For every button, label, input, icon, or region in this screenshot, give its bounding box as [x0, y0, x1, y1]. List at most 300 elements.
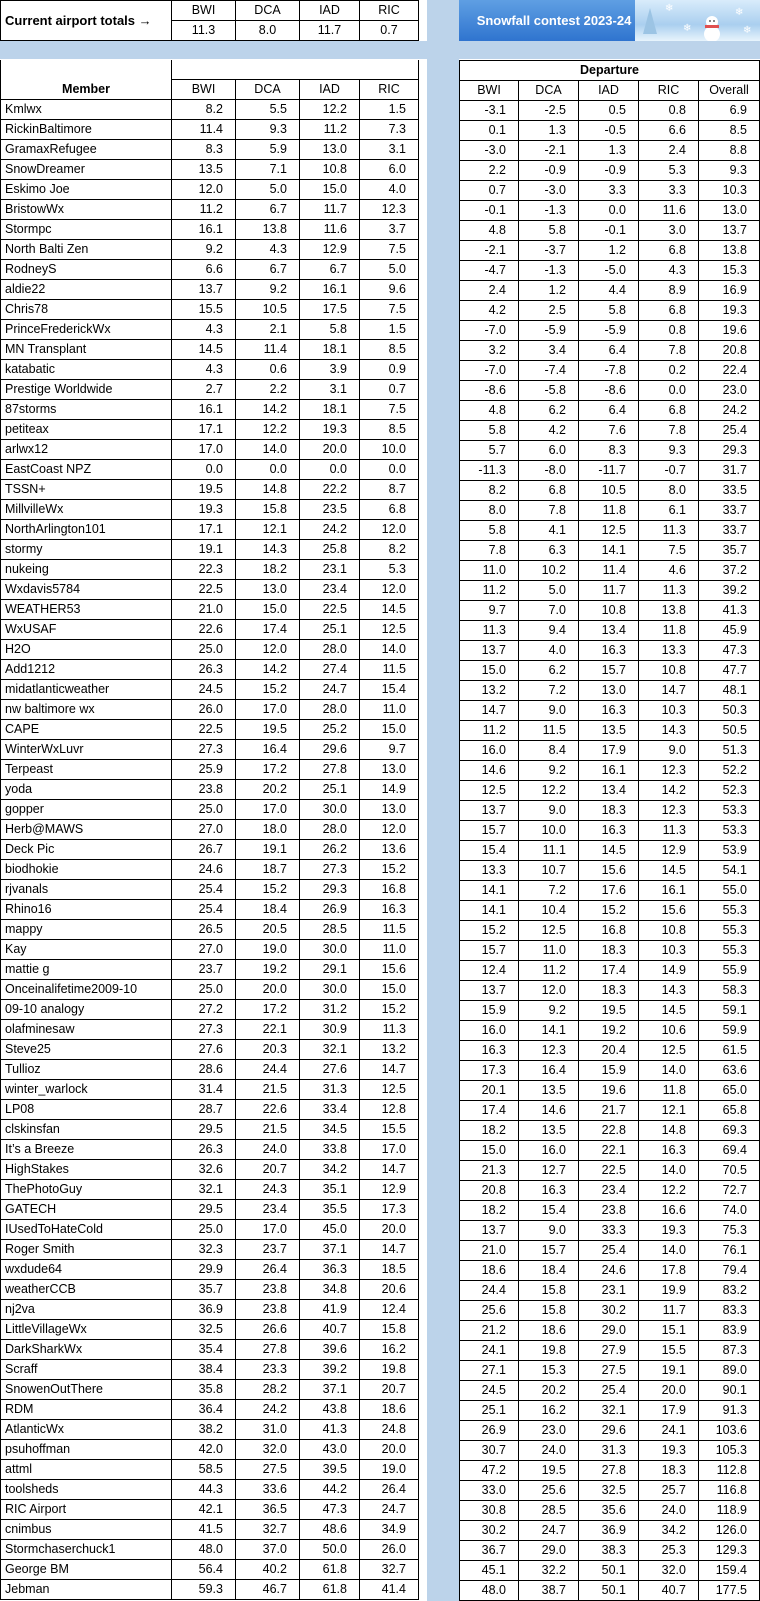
forecast-value: 25.0	[172, 1220, 236, 1240]
forecast-value: 13.0	[236, 580, 300, 600]
forecast-value: 15.8	[236, 500, 300, 520]
forecast-value: 4.3	[172, 360, 236, 380]
forecast-value: 11.6	[300, 220, 360, 240]
member-name: SnowDreamer	[1, 160, 172, 180]
forecast-value: 22.3	[172, 560, 236, 580]
table-row	[1, 960, 419, 980]
departure-value: 3.4	[519, 341, 579, 361]
departure-value: -7.0	[460, 361, 519, 381]
member-name: attml	[1, 1460, 172, 1480]
forecast-value: 40.2	[236, 1560, 300, 1580]
departure-value: 16.3	[579, 821, 639, 841]
forecast-value: 48.0	[172, 1540, 236, 1560]
departure-value: -8.0	[519, 461, 579, 481]
departure-value: 36.7	[460, 1541, 519, 1561]
departure-value: 9.2	[519, 1001, 579, 1021]
forecast-value: 32.3	[172, 1240, 236, 1260]
table-row	[460, 121, 760, 141]
departure-value: -7.8	[579, 361, 639, 381]
departure-value: 5.8	[460, 421, 519, 441]
departure-value: 11.6	[639, 201, 699, 221]
departure-value: -0.9	[579, 161, 639, 181]
departure-value: 10.8	[639, 661, 699, 681]
departure-value: 0.8	[639, 101, 699, 121]
departure-col-header: BWI	[460, 81, 519, 101]
snowflake-icon: ❄	[665, 3, 674, 14]
forecast-value: 3.7	[360, 220, 419, 240]
forecast-value: 61.8	[300, 1560, 360, 1580]
departure-value: 9.0	[519, 701, 579, 721]
forecast-value: 8.2	[360, 540, 419, 560]
forecast-value: 15.0	[360, 980, 419, 1000]
overall-value: 55.0	[699, 881, 760, 901]
departure-col-header: DCA	[519, 81, 579, 101]
departure-value: 1.2	[579, 241, 639, 261]
table-row	[1, 1160, 419, 1180]
overall-value: 37.2	[699, 561, 760, 581]
forecast-value: 18.6	[360, 1400, 419, 1420]
forecast-value: 12.1	[236, 520, 300, 540]
table-row	[1, 700, 419, 720]
table-row	[460, 321, 760, 341]
overall-value: 116.8	[699, 1481, 760, 1501]
forecast-value: 27.4	[300, 660, 360, 680]
departure-value: 7.0	[519, 601, 579, 621]
departure-value: 16.3	[639, 1141, 699, 1161]
forecast-value: 12.0	[236, 640, 300, 660]
table-row	[1, 580, 419, 600]
departure-value: 5.0	[519, 581, 579, 601]
forecast-value: 42.0	[172, 1440, 236, 1460]
forecast-value: 11.2	[172, 200, 236, 220]
forecast-value: 2.1	[236, 320, 300, 340]
departure-value: 24.0	[519, 1441, 579, 1461]
forecast-value: 27.3	[172, 1020, 236, 1040]
overall-value: 65.8	[699, 1101, 760, 1121]
forecast-value: 18.1	[300, 340, 360, 360]
departure-value: 11.2	[460, 721, 519, 741]
departure-value: 29.0	[579, 1321, 639, 1341]
departure-value: 15.7	[579, 661, 639, 681]
departure-value: -1.3	[519, 201, 579, 221]
departure-value: 15.9	[460, 1001, 519, 1021]
forecast-value: 7.3	[360, 120, 419, 140]
table-row	[1, 500, 419, 520]
departure-value: 12.5	[639, 1041, 699, 1061]
departure-value: 11.8	[579, 501, 639, 521]
forecast-value: 33.6	[236, 1480, 300, 1500]
table-row	[1, 440, 419, 460]
departure-value: 25.1	[460, 1401, 519, 1421]
forecast-value: 10.0	[360, 440, 419, 460]
table-row	[1, 680, 419, 700]
table-row	[460, 341, 760, 361]
totals-header-row	[1, 1, 419, 21]
member-name: It’s a Breeze	[1, 1140, 172, 1160]
overall-value: 177.5	[699, 1581, 760, 1601]
overall-value: 159.4	[699, 1561, 760, 1581]
departure-value: 7.5	[639, 541, 699, 561]
forecast-value: 1.5	[360, 100, 419, 120]
departure-value: 15.0	[460, 1141, 519, 1161]
table-row	[1, 1520, 419, 1540]
forecast-value: 41.5	[172, 1520, 236, 1540]
forecast-value: 0.0	[236, 460, 300, 480]
forecast-value: 45.0	[300, 1220, 360, 1240]
forecast-value: 28.0	[300, 820, 360, 840]
overall-value: 9.3	[699, 161, 760, 181]
table-row	[460, 581, 760, 601]
forecast-value: 26.3	[172, 1140, 236, 1160]
table-row	[1, 840, 419, 860]
forecast-value: 24.5	[172, 680, 236, 700]
departure-value: 11.0	[460, 561, 519, 581]
departure-value: 16.3	[579, 701, 639, 721]
table-row	[1, 880, 419, 900]
forecast-value: 16.8	[360, 880, 419, 900]
departure-value: 10.3	[639, 701, 699, 721]
forecast-value: 31.3	[300, 1080, 360, 1100]
totals-airport: RIC	[360, 1, 419, 21]
forecast-col-header: IAD	[300, 80, 360, 100]
forecast-value: 26.0	[360, 1540, 419, 1560]
forecast-value: 32.0	[236, 1440, 300, 1460]
table-row	[460, 301, 760, 321]
departure-value: 13.8	[639, 601, 699, 621]
member-name: 87storms	[1, 400, 172, 420]
member-name: Onceinalifetime2009-10	[1, 980, 172, 1000]
departure-value: 7.8	[519, 501, 579, 521]
forecast-value: 24.2	[300, 520, 360, 540]
forecast-value: 0.7	[360, 380, 419, 400]
forecast-value: 4.0	[360, 180, 419, 200]
table-row	[1, 480, 419, 500]
forecast-value: 15.8	[360, 1320, 419, 1340]
departure-value: 35.6	[579, 1501, 639, 1521]
departure-value: 15.7	[460, 821, 519, 841]
departure-value: 9.4	[519, 621, 579, 641]
departure-value: 18.6	[519, 1321, 579, 1341]
table-row	[460, 1241, 760, 1261]
forecast-value: 9.6	[360, 280, 419, 300]
departure-value: 23.4	[579, 1181, 639, 1201]
overall-value: 15.3	[699, 261, 760, 281]
member-name: IUsedToHateCold	[1, 1220, 172, 1240]
forecast-value: 27.6	[172, 1040, 236, 1060]
banner-title: Snowfall contest 2023-24	[476, 13, 632, 28]
member-name: RIC Airport	[1, 1500, 172, 1520]
member-name: biodhokie	[1, 860, 172, 880]
member-name: LittleVillageWx	[1, 1320, 172, 1340]
departure-value: 17.3	[460, 1061, 519, 1081]
forecast-value: 22.6	[236, 1100, 300, 1120]
forecast-value: 21.0	[172, 600, 236, 620]
departure-value: 13.3	[639, 641, 699, 661]
member-name: gopper	[1, 800, 172, 820]
overall-value: 69.3	[699, 1121, 760, 1141]
table-row	[460, 1521, 760, 1541]
forecast-value: 13.7	[172, 280, 236, 300]
forecast-value: 14.2	[236, 400, 300, 420]
forecast-value: 39.5	[300, 1460, 360, 1480]
overall-value: 54.1	[699, 861, 760, 881]
departure-value: 3.2	[460, 341, 519, 361]
departure-value: 12.2	[519, 781, 579, 801]
member-header-spacer	[1, 60, 172, 80]
overall-value: 72.7	[699, 1181, 760, 1201]
overall-value: 29.3	[699, 441, 760, 461]
forecast-value: 29.1	[300, 960, 360, 980]
overall-value: 47.7	[699, 661, 760, 681]
forecast-value: 16.1	[172, 400, 236, 420]
table-row	[460, 241, 760, 261]
departure-value: 13.4	[579, 621, 639, 641]
overall-value: 53.3	[699, 801, 760, 821]
forecast-value: 6.7	[236, 260, 300, 280]
departure-value: 15.2	[460, 921, 519, 941]
departure-value: 6.8	[519, 481, 579, 501]
departure-value: 11.8	[639, 621, 699, 641]
forecast-value: 8.2	[172, 100, 236, 120]
departure-value: 19.6	[579, 1081, 639, 1101]
overall-value: 58.3	[699, 981, 760, 1001]
overall-value: 35.7	[699, 541, 760, 561]
table-row	[460, 381, 760, 401]
departure-value: 9.0	[519, 1221, 579, 1241]
table-row	[1, 140, 419, 160]
forecast-value: 19.1	[236, 840, 300, 860]
table-row	[1, 380, 419, 400]
forecast-value: 27.5	[236, 1460, 300, 1480]
forecast-value: 37.0	[236, 1540, 300, 1560]
departure-value: -11.3	[460, 461, 519, 481]
forecast-value: 12.2	[236, 420, 300, 440]
member-name: olafminesaw	[1, 1020, 172, 1040]
departure-value: 7.2	[519, 881, 579, 901]
table-row	[1, 1040, 419, 1060]
forecast-value: 26.5	[172, 920, 236, 940]
snowman-icon	[699, 14, 725, 41]
overall-value: 47.3	[699, 641, 760, 661]
overall-value: 105.3	[699, 1441, 760, 1461]
table-row	[1, 1000, 419, 1020]
forecast-value: 22.5	[172, 720, 236, 740]
member-name: LP08	[1, 1100, 172, 1120]
departure-value: 14.2	[639, 781, 699, 801]
table-row	[1, 1360, 419, 1380]
departure-value: -0.1	[579, 221, 639, 241]
overall-value: 50.3	[699, 701, 760, 721]
table-row	[460, 1321, 760, 1341]
forecast-value: 12.5	[360, 1080, 419, 1100]
table-row	[460, 201, 760, 221]
forecast-value: 38.4	[172, 1360, 236, 1380]
departure-value: 0.7	[460, 181, 519, 201]
departure-value: 15.7	[460, 941, 519, 961]
departure-value: 6.8	[639, 241, 699, 261]
departure-value: 36.9	[579, 1521, 639, 1541]
table-row	[460, 161, 760, 181]
table-row	[1, 1560, 419, 1580]
departure-value: 8.4	[519, 741, 579, 761]
forecast-value: 17.1	[172, 520, 236, 540]
forecast-value: 2.7	[172, 380, 236, 400]
departure-value: 17.4	[579, 961, 639, 981]
total-value: 11.7	[300, 21, 360, 41]
member-name: winter_warlock	[1, 1080, 172, 1100]
table-row	[460, 1381, 760, 1401]
forecast-value: 12.5	[360, 620, 419, 640]
forecast-value: 24.7	[360, 1500, 419, 1520]
member-name: Stormchaserchuck1	[1, 1540, 172, 1560]
table-row	[460, 1441, 760, 1461]
forecast-value: 29.3	[300, 880, 360, 900]
forecast-value: 15.5	[360, 1120, 419, 1140]
forecast-value: 12.0	[360, 520, 419, 540]
table-row	[1, 940, 419, 960]
departure-value: -11.7	[579, 461, 639, 481]
overall-value: 87.3	[699, 1341, 760, 1361]
table-row	[460, 1421, 760, 1441]
table-row	[1, 1400, 419, 1420]
table-row	[460, 481, 760, 501]
forecast-value: 19.0	[236, 940, 300, 960]
overall-value: 118.9	[699, 1501, 760, 1521]
table-row	[460, 881, 760, 901]
forecast-value: 24.6	[172, 860, 236, 880]
departure-value: -1.3	[519, 261, 579, 281]
departure-value: 6.0	[519, 441, 579, 461]
departure-value: 32.1	[579, 1401, 639, 1421]
departure-value: 8.3	[579, 441, 639, 461]
overall-value: 8.5	[699, 121, 760, 141]
forecast-value: 34.2	[300, 1160, 360, 1180]
departure-value: 29.0	[519, 1541, 579, 1561]
forecast-value: 29.5	[172, 1200, 236, 1220]
table-row	[1, 220, 419, 240]
table-row	[460, 681, 760, 701]
forecast-value: 13.8	[236, 220, 300, 240]
forecast-value: 8.7	[360, 480, 419, 500]
table-row	[1, 1180, 419, 1200]
overall-value: 51.3	[699, 741, 760, 761]
departure-value: 3.3	[579, 181, 639, 201]
departure-value: 5.3	[639, 161, 699, 181]
forecast-value: 61.8	[300, 1580, 360, 1600]
departure-value: 8.2	[460, 481, 519, 501]
table-row	[460, 1501, 760, 1521]
forecast-value: 58.5	[172, 1460, 236, 1480]
forecast-value: 33.8	[300, 1140, 360, 1160]
departure-value: -2.1	[460, 241, 519, 261]
departure-value: 19.3	[639, 1441, 699, 1461]
forecast-value: 31.0	[236, 1420, 300, 1440]
table-row	[460, 741, 760, 761]
departure-value: 7.2	[519, 681, 579, 701]
totals-airport: IAD	[300, 1, 360, 21]
departure-value: 10.8	[579, 601, 639, 621]
member-name: psuhoffman	[1, 1440, 172, 1460]
member-name: AtlanticWx	[1, 1420, 172, 1440]
member-name: petiteax	[1, 420, 172, 440]
departure-value: 5.8	[460, 521, 519, 541]
forecast-value: 15.5	[172, 300, 236, 320]
departure-value: 4.2	[519, 421, 579, 441]
forecast-value: 14.7	[360, 1160, 419, 1180]
member-name: katabatic	[1, 360, 172, 380]
forecast-value: 26.7	[172, 840, 236, 860]
table-row	[1, 1260, 419, 1280]
departure-value: 21.2	[460, 1321, 519, 1341]
forecast-value: 34.5	[300, 1120, 360, 1140]
forecast-value: 35.7	[172, 1280, 236, 1300]
overall-value: 13.0	[699, 201, 760, 221]
forecast-value: 36.9	[172, 1300, 236, 1320]
forecast-value: 59.3	[172, 1580, 236, 1600]
forecast-value: 33.4	[300, 1100, 360, 1120]
departure-value: 14.0	[639, 1241, 699, 1261]
forecast-value: 9.2	[172, 240, 236, 260]
forecast-value: 12.4	[360, 1300, 419, 1320]
departure-value: 9.3	[639, 441, 699, 461]
overall-value: 55.9	[699, 961, 760, 981]
table-row	[1, 1120, 419, 1140]
forecast-value: 34.9	[360, 1520, 419, 1540]
table-row	[460, 1041, 760, 1061]
forecast-value: 36.4	[172, 1400, 236, 1420]
forecast-value: 15.0	[360, 720, 419, 740]
departure-value: 5.7	[460, 441, 519, 461]
overall-value: 91.3	[699, 1401, 760, 1421]
forecast-value: 5.8	[300, 320, 360, 340]
table-row	[1, 1500, 419, 1520]
forecast-value: 42.1	[172, 1500, 236, 1520]
departure-value: -2.1	[519, 141, 579, 161]
table-row	[1, 160, 419, 180]
departure-value: 2.4	[639, 141, 699, 161]
member-name: nukeing	[1, 560, 172, 580]
member-name: rjvanals	[1, 880, 172, 900]
forecast-value: 4.3	[236, 240, 300, 260]
forecast-value: 23.7	[172, 960, 236, 980]
table-row	[460, 981, 760, 1001]
table-row	[1, 280, 419, 300]
forecast-value: 3.1	[300, 380, 360, 400]
departure-value: 18.3	[579, 801, 639, 821]
table-row	[1, 260, 419, 280]
departure-value: 23.0	[519, 1421, 579, 1441]
departure-value: 8.9	[639, 281, 699, 301]
departure-value: 14.7	[639, 681, 699, 701]
forecast-value: 35.1	[300, 1180, 360, 1200]
table-row	[460, 1201, 760, 1221]
departure-value: 22.8	[579, 1121, 639, 1141]
departure-table	[459, 60, 760, 1601]
table-row	[460, 1481, 760, 1501]
table-row	[460, 141, 760, 161]
forecast-value: 16.4	[236, 740, 300, 760]
overall-value: 45.9	[699, 621, 760, 641]
departure-value: 6.8	[639, 401, 699, 421]
forecast-value: 9.3	[236, 120, 300, 140]
departure-value: 8.0	[639, 481, 699, 501]
forecast-value: 14.5	[360, 600, 419, 620]
departure-value: 13.2	[460, 681, 519, 701]
forecast-value: 15.2	[236, 880, 300, 900]
table-row	[1, 1140, 419, 1160]
departure-value: 18.2	[460, 1201, 519, 1221]
overall-value: 112.8	[699, 1461, 760, 1481]
